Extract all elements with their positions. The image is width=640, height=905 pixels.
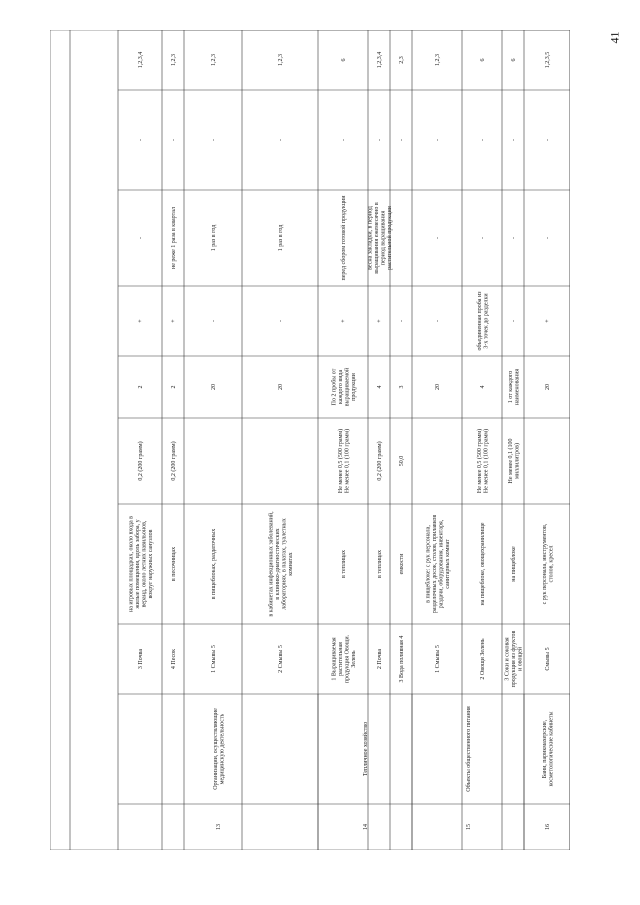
cell-count: 2: [138, 385, 144, 389]
cell-extra: -: [480, 139, 486, 141]
cell-indicators: 1,2,3: [171, 54, 177, 66]
cell-composite: -: [435, 320, 441, 322]
cell-extra: -: [211, 139, 217, 141]
cell-volume: 0,2 (200 грамм): [377, 441, 383, 481]
cell-object: 4 Песок: [171, 648, 177, 670]
cell-object: 2 Почва: [377, 648, 383, 670]
cell-indicators: 1,2,3,4: [377, 51, 383, 69]
cell-composite: +: [171, 319, 177, 323]
cell-composite: -: [211, 320, 217, 322]
cell-frequency: 1 раз в год: [211, 224, 217, 252]
cell-volume: 50,0: [399, 455, 405, 467]
cell-frequency: -: [138, 237, 144, 239]
cell-composite: +: [138, 319, 144, 323]
cell-indicators: 1,2,3,4: [138, 51, 144, 69]
cell-object: 2 Смывы 5: [278, 645, 284, 673]
cell-volume: 0,2 (200 грамм): [138, 441, 144, 481]
cell-num: 16: [545, 824, 551, 830]
cell-object: 1 Смывы 5: [211, 645, 217, 673]
cell-count: По 2 пробы откаждого видавыращиваемойпродукции: [331, 367, 357, 407]
cell-extra: -: [545, 139, 551, 141]
cell-place: емкости: [399, 553, 405, 575]
cell-indicators: 1,2,3: [211, 54, 217, 66]
cell-extra: -: [435, 139, 441, 141]
cell-extra: -: [399, 139, 405, 141]
cell-indicators: 1,2,3: [278, 54, 284, 66]
cell-object: 3 Соки и соковаяпродукция из фруктови овощей: [504, 630, 524, 688]
cell-frequency: перед сбором готовой продукции: [341, 195, 347, 281]
cell-place: в кабинетах инфекционных заболеваний,в клинико-диагностическихлабораториях, в палатах, туалетныхкомнатах: [268, 511, 294, 617]
cell-extra: -: [171, 139, 177, 141]
cell-count: 3: [399, 385, 405, 389]
cell-composite: -: [399, 320, 405, 322]
cell-num: 14: [363, 824, 369, 830]
cell-num: 15: [466, 824, 472, 830]
cell-indicators: 6: [341, 58, 347, 62]
cell-extra: -: [278, 139, 284, 141]
cell-frequency: -: [435, 237, 441, 239]
cell-frequency: -: [545, 237, 551, 239]
cell-count: 4: [480, 385, 486, 389]
cell-count: 20: [211, 384, 217, 390]
cell-composite: +: [377, 319, 383, 323]
cell-place: с рук персонала, инструментов,столов, кресел: [541, 523, 555, 605]
cell-extra: -: [377, 139, 383, 141]
cell-org: Организации, осуществляющиемедицинскую деятельность: [212, 708, 226, 790]
cell-frequency: 1 раз в год: [278, 224, 284, 252]
cell-org: Тепличное хозяйство: [363, 721, 369, 777]
cell-volume: Не менее 0,1 (100миллилитров): [507, 438, 521, 484]
cell-frequency: не реже 1 раза в квартал: [171, 207, 177, 269]
cell-composite: -: [278, 320, 284, 322]
cell-volume: 0,2 (200 грамм): [171, 441, 177, 481]
cell-place: на игровых площадках, около входа вжилые помещения, вдоль забора, уверанд, около летних павильонов,вокруг наружных санузлов: [128, 516, 154, 612]
cell-count: 20: [278, 384, 284, 390]
cell-object: 1 Выращиваемаярастительнаяпродукция Овощи.Зелень: [331, 634, 357, 684]
page-number: 41: [607, 31, 622, 44]
cell-composite: объединенная проба из3-х точек до разделки: [476, 291, 490, 351]
cell-place: в теплицах: [341, 550, 347, 578]
cell-indicators: 6: [511, 58, 517, 62]
cell-count: 20: [435, 384, 441, 390]
cell-object: 1 Смывы 5: [435, 645, 441, 673]
cell-org: Бани, парикмахерские,косметологические кабинеты: [541, 711, 555, 787]
cell-indicators: 6: [480, 58, 486, 62]
cell-num: 13: [216, 824, 222, 830]
cell-indicators: 2,3: [399, 56, 405, 64]
cell-place: в песочницах: [171, 546, 177, 582]
cell-count: 20: [545, 384, 551, 390]
cell-place: в пищеблоке: с рук персонала,разделочных досок, столов, прилавковраздачи, оборудования, инвентаря,санитарных комнат: [425, 514, 451, 614]
cell-extra: -: [511, 139, 517, 141]
cell-extra: -: [341, 139, 347, 141]
table-svg: [50, 30, 570, 850]
cell-place: на пищеблоке, овощехранилище: [480, 522, 486, 606]
cell-object: 2 Овощи Зелень: [480, 638, 486, 680]
cell-place: на пищеблоке: [511, 546, 517, 582]
cell-count: 2: [171, 385, 177, 389]
cell-extra: -: [138, 139, 144, 141]
cell-indicators: 1,2,3: [435, 54, 441, 66]
cell-count: 4: [377, 385, 383, 389]
cell-frequency: весна закладки, в периодвыращивания ежемесячно впериод выращиваниярастительной продукции: [367, 202, 393, 274]
cell-composite: +: [341, 319, 347, 323]
cell-volume: Не менее 0,5 (500 грамм)Не менее 0,1 (100 грамм): [476, 428, 490, 494]
cell-place: в теплицах: [377, 550, 383, 578]
cell-frequency: -: [511, 237, 517, 239]
rotated-table: [50, 30, 570, 850]
cell-volume: Не менее 0,5 (500 грамм)Не менее 0,1 (100 грамм): [337, 428, 351, 494]
cell-indicators: 1,2,3,5: [545, 51, 551, 69]
cell-object: 3 Вода поливная 4: [399, 635, 405, 683]
cell-org: Объекты общественного питания: [466, 706, 472, 792]
cell-count: 1 от каждогонаименования: [507, 368, 521, 406]
cell-composite: +: [545, 319, 551, 323]
cell-object: 3 Почва: [138, 648, 144, 670]
cell-frequency: -: [480, 237, 486, 239]
cell-composite: -: [511, 320, 517, 322]
cell-place: в пищеблоках, раздаточных: [211, 528, 217, 600]
cell-object: Смывы 5: [545, 647, 551, 671]
